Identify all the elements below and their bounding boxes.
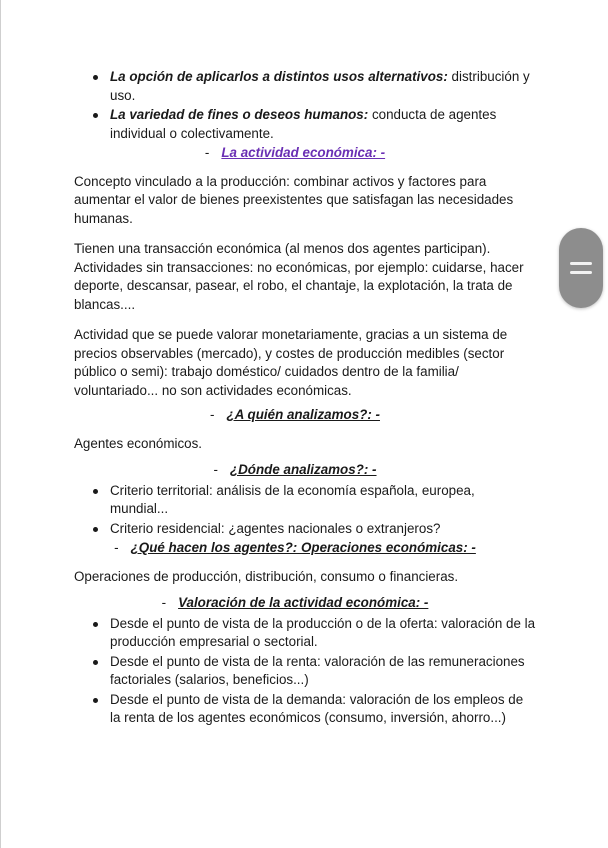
bullet-term: La opción de aplicarlos a distintos usos alternativos: — [110, 69, 448, 84]
list-item — [74, 106, 536, 143]
page-left-border — [0, 0, 1, 848]
where-bullet-list — [74, 482, 536, 539]
heading-title: ¿Dónde analizamos?: - — [229, 462, 377, 477]
heading-dash: - — [161, 595, 167, 610]
bullet-text: distribución y uso. — [110, 69, 530, 103]
paragraph: Tienen una transacción económica (al menos dos agentes participan). Actividades sin transacciones: no económicas, por ejemplo: cuidarse, hacer deporte, descansar, pasear, el robo, el chantaje, la explotación, la trata de blancas.... — [74, 241, 524, 312]
scroll-handle[interactable] — [559, 228, 603, 308]
heading-dash: - — [114, 540, 119, 555]
bullet-text: conducta de agentes individual o colectivamente. — [110, 107, 497, 141]
heading-title: Valoración de la actividad económica: - — [178, 595, 429, 610]
paragraph: Agentes económicos. — [74, 435, 203, 451]
list-item: Desde el punto de vista de la producción o de la oferta: valoración de la producción empresarial o sectorial. — [74, 615, 536, 652]
heading-title: ¿Qué hacen los agentes?: Operaciones económicas: - — [130, 540, 476, 555]
heading-title: ¿A quién analizamos?: - — [226, 407, 380, 422]
list-item — [74, 68, 536, 105]
heading-title: La actividad económica: - — [221, 145, 386, 160]
list-item: Desde el punto de vista de la demanda: valoración de los empleos de la renta de los agentes económicos (consumo, inversión, ahorro...) — [74, 691, 536, 728]
heading-donde — [74, 461, 536, 480]
heading-que-hacen — [74, 539, 536, 558]
valuation-bullet-list — [74, 615, 536, 728]
intro-bullet-list — [74, 68, 536, 143]
list-item: Criterio residencial: ¿agentes nacionales o extranjeros? — [74, 520, 536, 539]
heading-actividad-economica — [74, 144, 536, 163]
paragraph: Concepto vinculado a la producción: combinar activos y factores para aumentar el valor de bienes preexistentes que satisfagan las necesidades humanas. — [74, 173, 514, 226]
bullet-term: La variedad de fines o deseos humanos: — [110, 107, 369, 122]
heading-dash: - — [210, 407, 215, 422]
paragraph: Operaciones de producción, distribución, consumo o financieras. — [74, 568, 459, 584]
list-item: Desde el punto de vista de la renta: valoración de las remuneraciones factoriales (salarios, beneficios...) — [74, 653, 536, 690]
heading-a-quien — [74, 406, 536, 425]
paragraph: Actividad que se puede valorar monetariamente, gracias a un sistema de precios observables (mercado), y costes de producción medibles (sector público o semi): trabajo doméstico/ cuidados dentro de la familia/ voluntariado... no son actividades económicas. — [74, 327, 508, 398]
heading-dash: - — [204, 145, 210, 160]
heading-valoracion — [74, 594, 536, 613]
heading-dash: - — [213, 462, 218, 477]
list-item: Criterio territorial: análisis de la economía española, europea, mundial... — [74, 482, 536, 519]
document-page — [74, 68, 536, 729]
